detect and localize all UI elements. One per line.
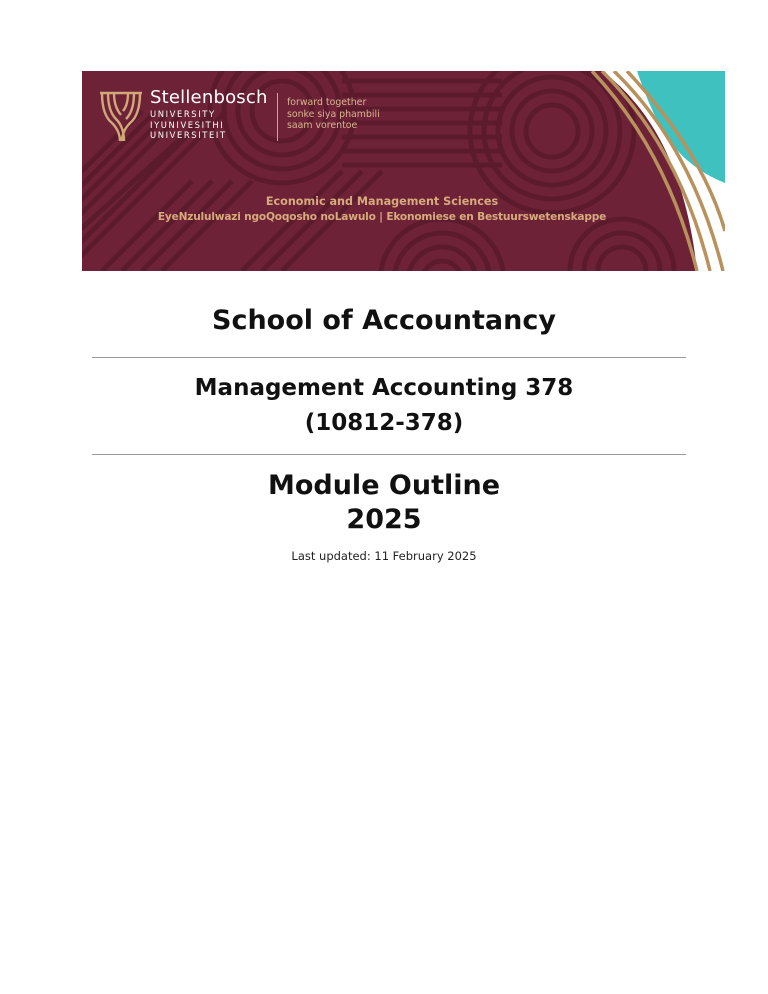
divider-top — [92, 357, 686, 358]
module-name: Management Accounting 378 — [194, 375, 574, 401]
university-motto — [287, 97, 380, 132]
document-title: Module Outline — [267, 470, 501, 501]
faculty-english: Economic and Management Sciences — [265, 195, 499, 208]
faculty-name — [82, 195, 682, 225]
brand-divider — [277, 93, 278, 141]
document-title-block — [0, 469, 768, 537]
module-code: (10812-378) — [304, 410, 464, 436]
motto-line-1: forward together — [287, 97, 367, 108]
university-name: Stellenbosch — [150, 87, 268, 108]
stellenbosch-crest-icon — [98, 89, 144, 145]
university-line-1: UNIVERSITY — [150, 109, 216, 119]
motto-line-3: saam vorentoe — [287, 120, 358, 131]
divider-bottom — [92, 454, 686, 455]
university-brand — [150, 87, 268, 141]
university-line-2: IYUNIVESITHI — [150, 119, 225, 130]
university-line-3: UNIVERSITEIT — [150, 130, 227, 140]
module-heading — [0, 371, 768, 441]
document-year: 2025 — [346, 504, 422, 535]
motto-line-2: sonke siya phambili — [287, 108, 380, 120]
faculty-multilingual: EyeNzululwazi ngoQoqosho noLawulo | Ekonomiese en Bestuurswetenskappe — [157, 211, 607, 223]
school-title: School of Accountancy — [212, 305, 556, 336]
last-updated: Last updated: 11 February 2025 — [291, 549, 477, 563]
header-banner — [82, 71, 725, 271]
